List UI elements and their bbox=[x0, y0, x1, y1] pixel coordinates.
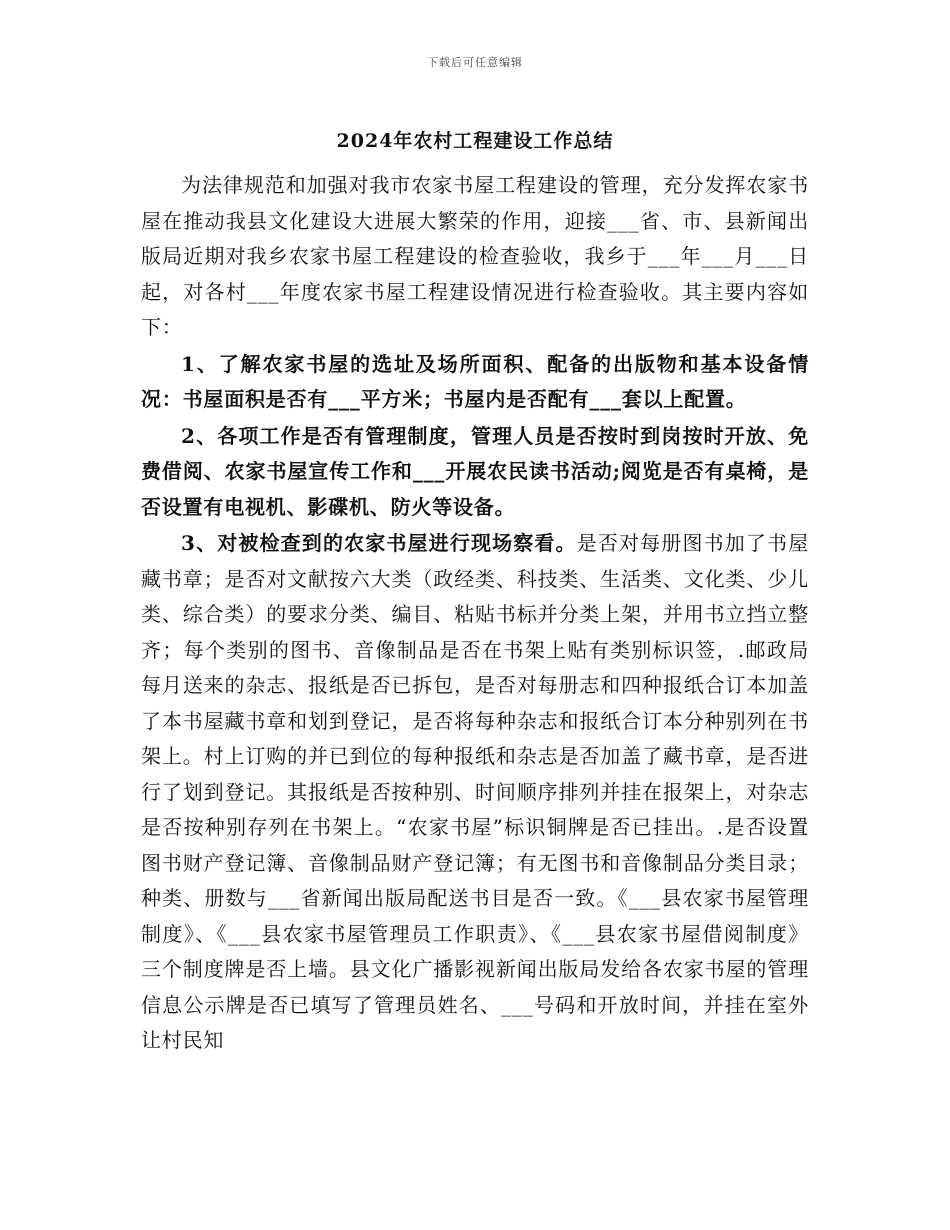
intro-paragraph: 为法律规范和加强对我市农家书屋工程建设的管理，充分发挥农家书屋在推动我县文化建设大进展大繁荣的作用，迎接___省、市、县新闻出版局近期对我乡农家书屋工程建设的检查验收，我乡于___年___月___日起，对各村___年度农家书屋工程建设情况进行检查验收。其主要内容如下： bbox=[141, 173, 809, 339]
document-title: 2024年农村工程建设工作总结 bbox=[336, 130, 614, 152]
header-note: 下载后可任意编辑 bbox=[427, 56, 523, 69]
item-3-paragraph bbox=[141, 526, 809, 1059]
item-3-body: 是否对每册图书加了书屋藏书章；是否对文献按六大类（政经类、科技类、生活类、文化类、少儿类、综合类）的要求分类、编目、粘贴书标并分类上架，并用书立挡立整齐；每个类别的图书、音像制品是否在书架上贴有类别标识签，.邮政局每月送来的杂志、报纸是否已拆包，是否对每册志和四种报纸合订本加盖了本书屋藏书章和划到登记，是否将每种杂志和报纸合订本分种别列在书架上。村上订购的并已到位的每种报纸和杂志是否加盖了藏书章，是否进行了划到登记。其报纸是否按种别、时间顺序排列并挂在报架上，对杂志是否按种别存列在书架上。“农家书屋”标识铜牌是否已挂出。.是否设置图书财产登记簿、音像制品财产登记簿；有无图书和音像制品分类目录；种类、册数与___省新闻出版局配送书目是否一致。《___县农家书屋管理制度》、《___县农家书屋管理员工作职责》、《___县农家书屋借阅制度》三个制度牌是否上墙。县文化广播影视新闻出版局发给各农家书屋的管理信息公示牌是否已填写了管理员姓名、___号码和开放时间，并挂在室外让村民知 bbox=[141, 531, 809, 1052]
item-3-lead: 3、对被检查到的农家书屋进行现场察看。 bbox=[181, 531, 577, 555]
item-1-paragraph: 1、了解农家书屋的选址及场所面积、配备的出版物和基本设备情况：书屋面积是否有___平方米；书屋内是否配有___套以上配置。 bbox=[141, 351, 809, 411]
item-2-paragraph: 2、各项工作是否有管理制度，管理人员是否按时到岗按时开放、免费借阅、农家书屋宣传工作和___开展农民读书活动;阅览是否有桌椅，是否设置有电视机、影碟机、防火等设备。 bbox=[141, 423, 809, 519]
document-body bbox=[141, 168, 809, 1059]
